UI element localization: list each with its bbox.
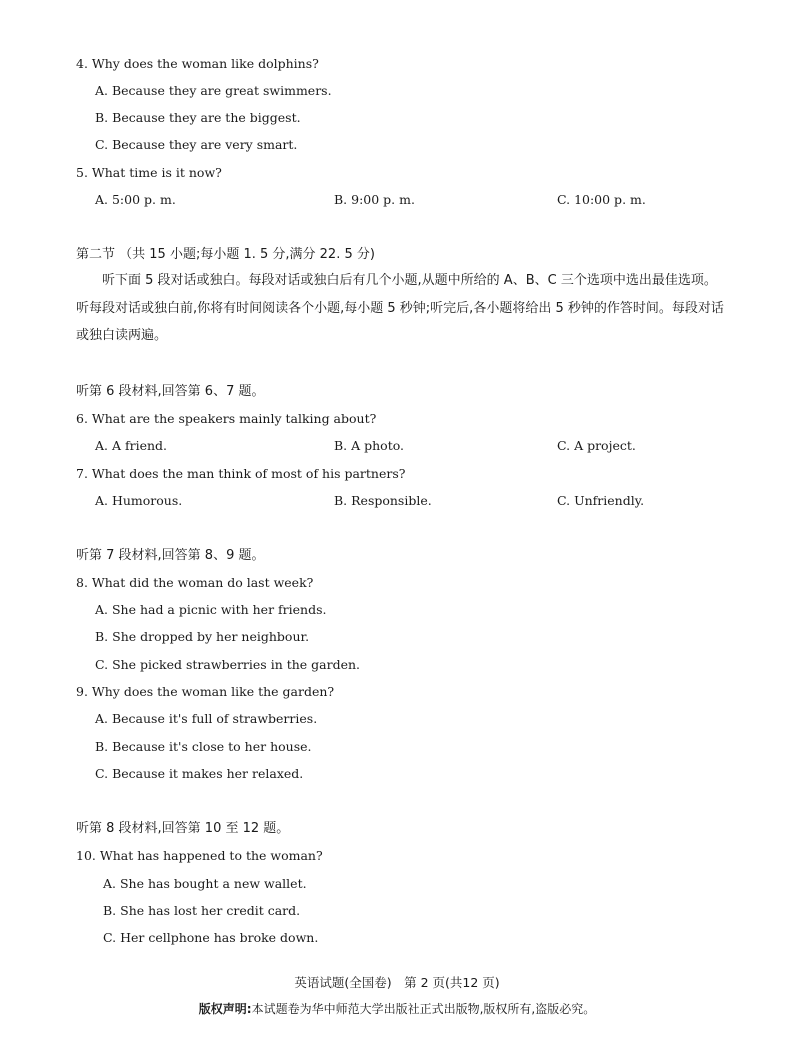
question-5-stem: 5. What time is it now? [76,165,222,180]
question-9-option-a: A. Because it's full of strawberries. [95,711,318,726]
material-6-intro: 听第 6 段材料,回答第 6、7 题。 [76,384,265,399]
question-4-stem: 4. Why does the woman like dolphins? [76,56,319,71]
question-10-option-a: A. She has bought a new wallet. [103,876,307,891]
question-8-stem: 8. What did the woman do last week? [76,575,314,590]
question-5-option-b: B. 9:00 p. m. [334,192,415,207]
question-8-option-c: C. She picked strawberries in the garden. [95,657,361,672]
question-9-option-c: C. Because it makes her relaxed. [95,766,304,781]
copyright-label: 版权声明: [198,1002,252,1016]
question-4-option-a: A. Because they are great swimmers. [95,83,332,98]
question-6-option-a: A. A friend. [95,438,167,453]
question-10-option-b: B. She has lost her credit card. [103,903,301,918]
question-4-option-c: C. Because they are very smart. [95,137,298,152]
question-7-option-b: B. Responsible. [334,493,432,508]
copyright-notice [0,1001,794,1017]
question-10-option-c: C. Her cellphone has broke down. [103,930,319,945]
question-8-option-b: B. She dropped by her neighbour. [95,629,310,644]
page-footer: 英语试题(全国卷) 第 2 页(共12 页) [294,975,500,990]
question-9-stem: 9. Why does the woman like the garden? [76,684,335,699]
question-6-option-c: C. A project. [557,438,636,453]
question-7-option-c: C. Unfriendly. [557,493,645,508]
question-6-stem: 6. What are the speakers mainly talking about? [76,411,377,426]
question-8-option-a: A. She had a picnic with her friends. [95,602,327,617]
question-6-option-b: B. A photo. [334,438,405,453]
section-2-heading: 第二节 （共 15 小题;每小题 1. 5 分,满分 22. 5 分) [76,247,375,262]
material-8-intro: 听第 8 段材料,回答第 10 至 12 题。 [76,821,290,836]
question-10-stem: 10. What has happened to the woman? [76,848,323,863]
question-7-option-a: A. Humorous. [95,493,183,508]
question-5-option-a: A. 5:00 p. m. [95,192,176,207]
question-4-option-b: B. Because they are the biggest. [95,110,301,125]
question-9-option-b: B. Because it's close to her house. [95,739,312,754]
section-2-instructions: 听下面 5 段对话或独白。每段对话或独白后有几个小题,从题中所给的 A、B、C 三个选项中选出最佳选项。听每段对话或独白前,你将有时间阅读各个小题,每小题 5 秒钟;听完后,各小题将给出 5 秒钟的作答时间。每段对话或独白读两遍。 [76,273,724,343]
copyright-text: 本试题卷为华中师范大学出版社正式出版物,版权所有,盗版必究。 [251,1002,596,1016]
question-7-stem: 7. What does the man think of most of his partners? [76,466,406,481]
material-7-intro: 听第 7 段材料,回答第 8、9 题。 [76,548,265,563]
question-5-option-c: C. 10:00 p. m. [557,192,646,207]
